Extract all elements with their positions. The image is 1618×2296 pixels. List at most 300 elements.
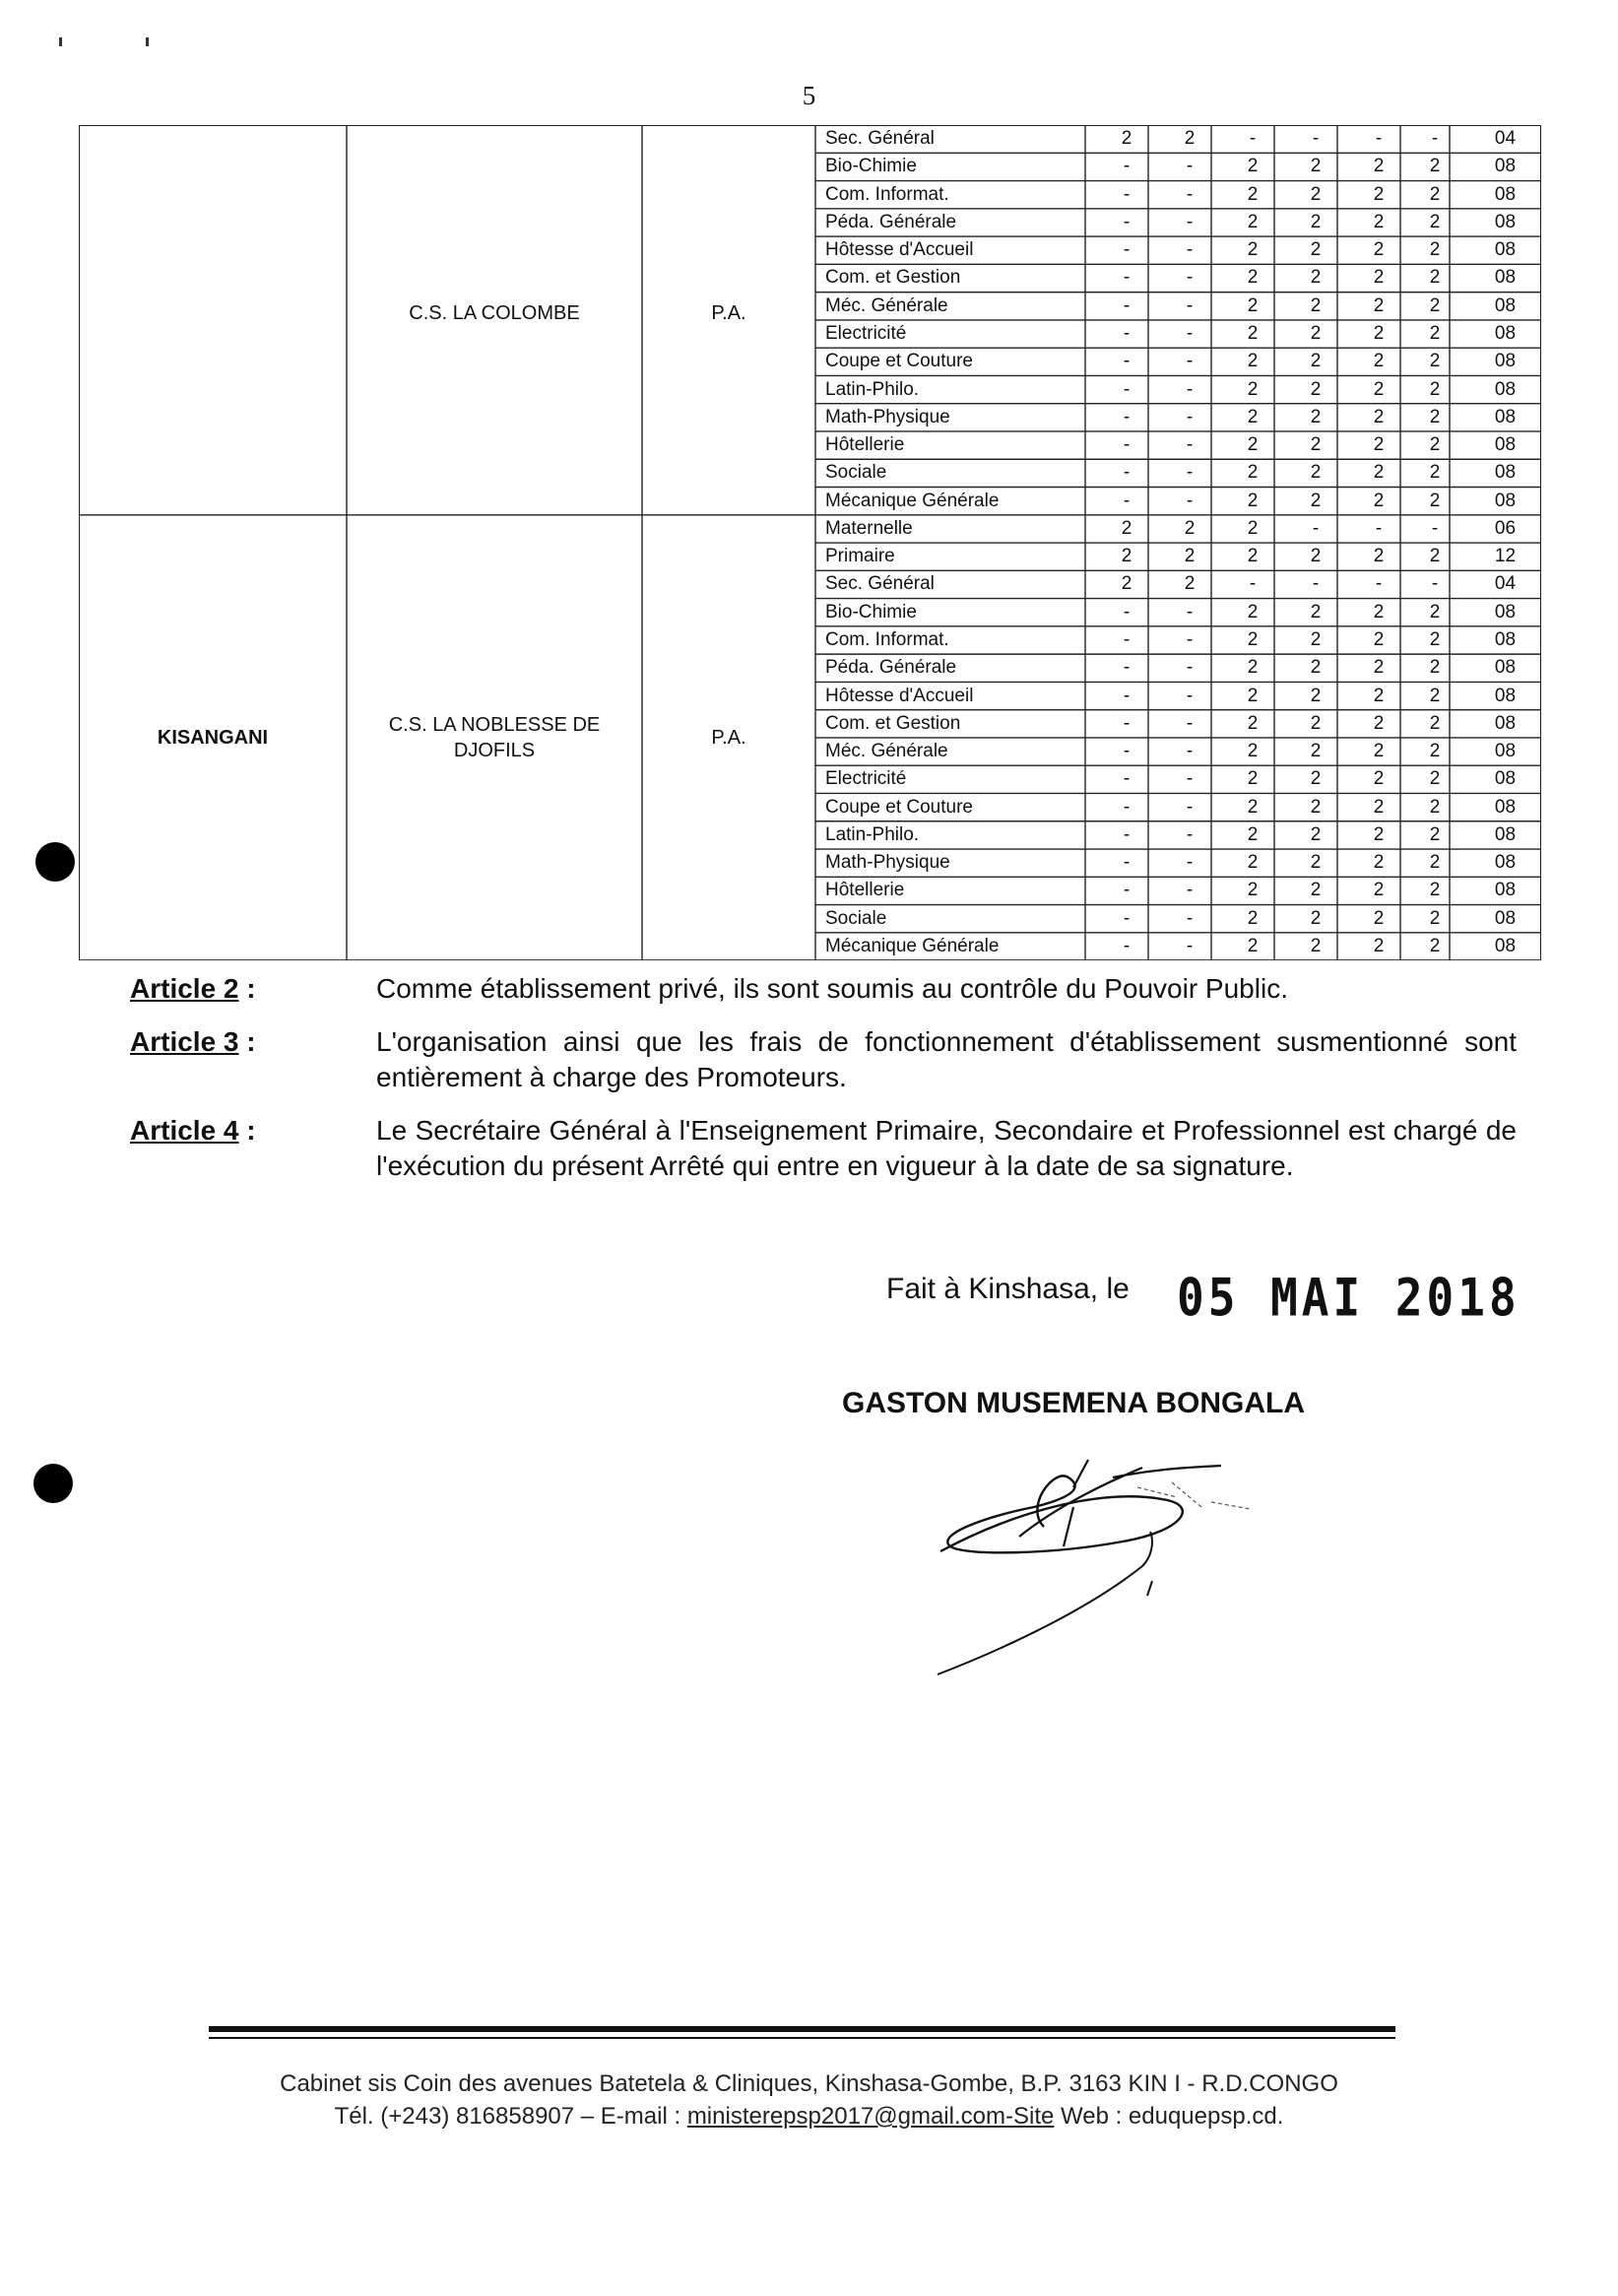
schools-table — [79, 125, 1541, 960]
count-cell: 2 — [1310, 406, 1322, 427]
table-row — [815, 209, 1551, 236]
count-cell: - — [1123, 406, 1131, 427]
footer-rule-thin — [209, 2037, 1395, 2039]
count-cell: 2 — [1310, 768, 1322, 790]
option-cell: Mécanique Générale — [825, 935, 1000, 956]
count-cell: 2 — [1247, 183, 1259, 205]
count-cell: 2 — [1247, 517, 1259, 539]
count-cell: 2 — [1247, 601, 1259, 623]
count-cell: 2 — [1373, 239, 1385, 261]
total-cell: 08 — [1494, 601, 1517, 623]
total-cell: 08 — [1494, 156, 1517, 177]
count-cell: - — [1431, 128, 1439, 150]
total-cell: 08 — [1494, 768, 1517, 790]
table-row — [815, 599, 1551, 626]
total-cell: 08 — [1494, 434, 1517, 456]
handwritten-signature — [926, 1448, 1369, 1694]
count-cell: 2 — [1121, 573, 1133, 595]
count-cell: - — [1123, 351, 1131, 372]
option-cell: Sociale — [825, 462, 887, 484]
count-cell: - — [1186, 295, 1194, 316]
option-cell: Hôtellerie — [825, 880, 905, 901]
total-cell: 08 — [1494, 239, 1517, 261]
count-cell: - — [1186, 183, 1194, 205]
count-cell: 2 — [1310, 880, 1322, 901]
count-cell: 2 — [1429, 628, 1441, 650]
total-cell: 08 — [1494, 490, 1517, 511]
count-cell: 2 — [1429, 378, 1441, 400]
count-cell: - — [1186, 907, 1194, 929]
total-cell: 08 — [1494, 852, 1517, 874]
count-cell: - — [1186, 935, 1194, 956]
total-cell: 08 — [1494, 712, 1517, 734]
count-cell: 2 — [1429, 267, 1441, 289]
option-cell: Com. et Gestion — [825, 712, 961, 734]
place-date-text: Fait à Kinshasa, le — [886, 1273, 1130, 1305]
count-cell: 2 — [1373, 823, 1385, 845]
count-cell: - — [1186, 351, 1194, 372]
count-cell: 2 — [1373, 211, 1385, 232]
count-cell: - — [1123, 741, 1131, 762]
table-row — [815, 877, 1551, 904]
total-cell: 04 — [1494, 128, 1517, 150]
count-cell: - — [1431, 517, 1439, 539]
table-row — [815, 236, 1551, 264]
total-cell: 08 — [1494, 796, 1517, 818]
table-row — [815, 905, 1551, 933]
count-cell: 2 — [1373, 295, 1385, 316]
article-label: Article 2 — [130, 973, 239, 1004]
count-cell: - — [1186, 712, 1194, 734]
count-cell: - — [1186, 852, 1194, 874]
count-cell: - — [1375, 573, 1383, 595]
option-cell: Electricité — [825, 768, 907, 790]
count-cell: 2 — [1429, 601, 1441, 623]
option-cell: Bio-Chimie — [825, 156, 917, 177]
count-cell: 2 — [1310, 239, 1322, 261]
count-cell: 2 — [1310, 183, 1322, 205]
count-cell: 2 — [1247, 434, 1259, 456]
school-name-cell — [347, 125, 642, 501]
count-cell: 2 — [1310, 657, 1322, 679]
count-cell: 2 — [1247, 685, 1259, 706]
option-cell: Primaire — [825, 546, 895, 567]
option-cell: Math-Physique — [825, 852, 950, 874]
count-cell: 2 — [1429, 768, 1441, 790]
table-row — [815, 515, 1551, 543]
school-name-cell — [386, 515, 603, 960]
table-row — [815, 264, 1551, 292]
count-cell: 2 — [1373, 712, 1385, 734]
count-cell: 2 — [1310, 546, 1322, 567]
total-cell: 08 — [1494, 741, 1517, 762]
count-cell: - — [1186, 685, 1194, 706]
count-cell: 2 — [1429, 156, 1441, 177]
count-cell: - — [1186, 628, 1194, 650]
count-cell: 2 — [1429, 490, 1441, 511]
total-cell: 08 — [1494, 183, 1517, 205]
count-cell: - — [1123, 796, 1131, 818]
count-cell: - — [1123, 211, 1131, 232]
count-cell: 2 — [1247, 378, 1259, 400]
count-cell: 2 — [1429, 546, 1441, 567]
count-cell: 2 — [1310, 601, 1322, 623]
table-row — [815, 626, 1551, 654]
footer-address: Cabinet sis Coin des avenues Batetela & Cliniques, Kinshasa-Gombe, B.P. 3163 KIN I - R.D.CONGO — [280, 2070, 1338, 2097]
count-cell: - — [1123, 852, 1131, 874]
count-cell: 2 — [1373, 546, 1385, 567]
count-cell: 2 — [1310, 852, 1322, 874]
count-cell: - — [1123, 935, 1131, 956]
option-cell: Com. et Gestion — [825, 267, 961, 289]
count-cell: 2 — [1310, 351, 1322, 372]
count-cell: - — [1186, 406, 1194, 427]
table-row — [815, 765, 1551, 793]
count-cell: - — [1123, 378, 1131, 400]
count-cell: 2 — [1373, 351, 1385, 372]
count-cell: 2 — [1373, 852, 1385, 874]
count-cell: - — [1123, 823, 1131, 845]
count-cell: - — [1123, 323, 1131, 344]
count-cell: - — [1186, 823, 1194, 845]
total-cell: 12 — [1494, 546, 1517, 567]
table-row — [815, 543, 1551, 570]
count-cell: - — [1123, 267, 1131, 289]
count-cell: 2 — [1429, 685, 1441, 706]
count-cell: 2 — [1310, 323, 1322, 344]
count-cell: 2 — [1310, 156, 1322, 177]
scan-mark — [59, 37, 62, 46]
total-cell: 08 — [1494, 685, 1517, 706]
total-cell: 08 — [1494, 295, 1517, 316]
count-cell: - — [1123, 434, 1131, 456]
table-row — [815, 431, 1551, 459]
count-cell: 2 — [1247, 406, 1259, 427]
date-stamp: 05 MAI 2018 — [1177, 1266, 1521, 1329]
table-row — [815, 710, 1551, 738]
count-cell: 2 — [1247, 267, 1259, 289]
article-label: Article 4 — [130, 1115, 239, 1146]
count-cell: - — [1186, 490, 1194, 511]
option-cell: Mécanique Générale — [825, 490, 1000, 511]
total-cell: 06 — [1494, 517, 1517, 539]
footer-email: ministerepsp2017@gmail.com-Site — [686, 2103, 1055, 2130]
page-number: 5 — [802, 81, 816, 110]
count-cell: - — [1186, 156, 1194, 177]
option-cell: Sec. Général — [825, 128, 935, 150]
count-cell: - — [1123, 601, 1131, 623]
count-cell: 2 — [1247, 295, 1259, 316]
footer-rule — [209, 2026, 1395, 2032]
count-cell: - — [1123, 462, 1131, 484]
table-row — [815, 933, 1551, 960]
count-cell: 2 — [1373, 601, 1385, 623]
regime-cell — [642, 125, 815, 501]
count-cell: 2 — [1373, 490, 1385, 511]
count-cell: 2 — [1373, 183, 1385, 205]
table-row — [815, 738, 1551, 765]
count-cell: 2 — [1247, 907, 1259, 929]
option-cell: Méc. Générale — [825, 295, 948, 316]
total-cell: 08 — [1494, 351, 1517, 372]
scan-mark — [146, 37, 149, 46]
table-row — [815, 153, 1551, 180]
count-cell: 2 — [1310, 741, 1322, 762]
count-cell: 2 — [1310, 490, 1322, 511]
table-row — [815, 125, 1551, 153]
table-row — [815, 320, 1551, 348]
count-cell: - — [1123, 295, 1131, 316]
option-cell: Com. Informat. — [825, 628, 949, 650]
total-cell: 08 — [1494, 907, 1517, 929]
count-cell: 2 — [1184, 517, 1196, 539]
count-cell: 2 — [1310, 462, 1322, 484]
count-cell: - — [1123, 490, 1131, 511]
count-cell: 2 — [1247, 462, 1259, 484]
count-cell: 2 — [1310, 378, 1322, 400]
count-cell: - — [1123, 768, 1131, 790]
option-cell: Math-Physique — [825, 406, 950, 427]
total-cell: 08 — [1494, 378, 1517, 400]
count-cell: 2 — [1121, 128, 1133, 150]
count-cell: 2 — [1310, 685, 1322, 706]
count-cell: 2 — [1310, 935, 1322, 956]
count-cell: 2 — [1310, 434, 1322, 456]
count-cell: - — [1312, 128, 1320, 150]
count-cell: 2 — [1373, 768, 1385, 790]
total-cell: 08 — [1494, 267, 1517, 289]
option-cell: Sociale — [825, 907, 887, 929]
count-cell: 2 — [1310, 823, 1322, 845]
option-cell: Hôtesse d'Accueil — [825, 685, 974, 706]
option-cell: Péda. Générale — [825, 211, 957, 232]
count-cell: - — [1186, 768, 1194, 790]
count-cell: 2 — [1247, 351, 1259, 372]
count-cell: 2 — [1373, 796, 1385, 818]
footer-contact: Tél. (+243) 816858907 – E-mail : ministerepsp2017@gmail.com-Site Web : eduquepsp.cd. — [334, 2103, 1284, 2130]
punch-hole — [33, 1464, 73, 1503]
count-cell: - — [1186, 657, 1194, 679]
total-cell: 08 — [1494, 406, 1517, 427]
option-cell: Latin-Philo. — [825, 823, 920, 845]
option-cell: Com. Informat. — [825, 183, 949, 205]
count-cell: 2 — [1429, 712, 1441, 734]
table-row — [815, 682, 1551, 709]
school-name: C.S. LA NOBLESSE DE DJOFILS — [388, 714, 601, 761]
count-cell: 2 — [1247, 741, 1259, 762]
count-cell: 2 — [1429, 852, 1441, 874]
count-cell: 2 — [1310, 267, 1322, 289]
count-cell: 2 — [1184, 128, 1196, 150]
count-cell: 2 — [1429, 880, 1441, 901]
count-cell: 2 — [1247, 880, 1259, 901]
option-cell: Péda. Générale — [825, 657, 957, 679]
count-cell: - — [1249, 573, 1257, 595]
total-cell: 04 — [1494, 573, 1517, 595]
count-cell: 2 — [1429, 351, 1441, 372]
count-cell: - — [1431, 573, 1439, 595]
count-cell: 2 — [1247, 852, 1259, 874]
region-name: KISANGANI — [157, 727, 269, 749]
count-cell: - — [1186, 880, 1194, 901]
count-cell: 2 — [1373, 935, 1385, 956]
count-cell: 2 — [1184, 573, 1196, 595]
count-cell: 2 — [1247, 935, 1259, 956]
count-cell: 2 — [1429, 935, 1441, 956]
signer-name: GASTON MUSEMENA BONGALA — [842, 1387, 1306, 1419]
count-cell: 2 — [1429, 741, 1441, 762]
table-row — [815, 375, 1551, 403]
count-cell: - — [1123, 239, 1131, 261]
count-cell: - — [1123, 628, 1131, 650]
table-row — [815, 849, 1551, 877]
count-cell: 2 — [1247, 546, 1259, 567]
total-cell: 08 — [1494, 211, 1517, 232]
count-cell: 2 — [1247, 768, 1259, 790]
region-cell — [79, 515, 347, 960]
count-cell: 2 — [1310, 907, 1322, 929]
count-cell: - — [1312, 517, 1320, 539]
count-cell: 2 — [1247, 657, 1259, 679]
table-row — [815, 821, 1551, 849]
total-cell: 08 — [1494, 823, 1517, 845]
count-cell: 2 — [1429, 823, 1441, 845]
article-label: Article 3 — [130, 1026, 239, 1057]
count-cell: 2 — [1373, 880, 1385, 901]
count-cell: 2 — [1121, 517, 1133, 539]
count-cell: 2 — [1310, 211, 1322, 232]
count-cell: 2 — [1373, 741, 1385, 762]
count-cell: 2 — [1429, 462, 1441, 484]
option-cell: Hôtesse d'Accueil — [825, 239, 974, 261]
count-cell: 2 — [1184, 546, 1196, 567]
count-cell: 2 — [1247, 823, 1259, 845]
option-cell: Electricité — [825, 323, 907, 344]
count-cell: 2 — [1429, 295, 1441, 316]
regime: P.A. — [711, 727, 746, 749]
article-text: L'organisation ainsi que les frais de fonctionnement d'établissement susmentionné sont entièrement à charge des Promoteurs. — [376, 1026, 1517, 1092]
count-cell: 2 — [1247, 156, 1259, 177]
count-cell: 2 — [1247, 796, 1259, 818]
count-cell: - — [1312, 573, 1320, 595]
count-cell: 2 — [1373, 434, 1385, 456]
count-cell: 2 — [1429, 434, 1441, 456]
count-cell: - — [1123, 657, 1131, 679]
option-cell: Coupe et Couture — [825, 351, 973, 372]
count-cell: 2 — [1429, 323, 1441, 344]
table-row — [815, 570, 1551, 598]
table-row — [815, 348, 1551, 375]
count-cell: 2 — [1247, 712, 1259, 734]
school-name: C.S. LA COLOMBE — [409, 302, 580, 324]
article-text: Le Secrétaire Général à l'Enseignement Primaire, Secondaire et Professionnel est chargé de l'exécution du présent Arrêté qui entre en vigueur à la date de sa signature. — [376, 1115, 1517, 1181]
count-cell: 2 — [1373, 657, 1385, 679]
count-cell: - — [1186, 239, 1194, 261]
table-row — [815, 459, 1551, 487]
count-cell: - — [1186, 434, 1194, 456]
count-cell: - — [1123, 880, 1131, 901]
option-cell: Coupe et Couture — [825, 796, 973, 818]
option-cell: Maternelle — [825, 517, 913, 539]
count-cell: 2 — [1247, 490, 1259, 511]
table-row — [815, 404, 1551, 431]
count-cell: 2 — [1429, 796, 1441, 818]
count-cell: - — [1249, 128, 1257, 150]
count-cell: 2 — [1310, 712, 1322, 734]
count-cell: 2 — [1373, 462, 1385, 484]
count-cell: - — [1186, 796, 1194, 818]
regime-cell — [642, 515, 815, 960]
count-cell: 2 — [1247, 323, 1259, 344]
table-row — [815, 793, 1551, 820]
count-cell: - — [1186, 462, 1194, 484]
count-cell: 2 — [1429, 907, 1441, 929]
count-cell: 2 — [1247, 211, 1259, 232]
count-cell: 2 — [1121, 546, 1133, 567]
count-cell: - — [1375, 517, 1383, 539]
count-cell: - — [1123, 156, 1131, 177]
count-cell: 2 — [1429, 239, 1441, 261]
count-cell: 2 — [1373, 156, 1385, 177]
total-cell: 08 — [1494, 462, 1517, 484]
count-cell: - — [1186, 741, 1194, 762]
table-row — [815, 488, 1551, 515]
regime: P.A. — [711, 302, 746, 324]
count-cell: - — [1186, 378, 1194, 400]
punch-hole — [35, 842, 75, 882]
count-cell: - — [1375, 128, 1383, 150]
total-cell: 08 — [1494, 628, 1517, 650]
count-cell: 2 — [1429, 211, 1441, 232]
count-cell: - — [1123, 685, 1131, 706]
option-cell: Hôtellerie — [825, 434, 905, 456]
count-cell: - — [1123, 712, 1131, 734]
count-cell: 2 — [1310, 295, 1322, 316]
table-row — [815, 293, 1551, 320]
count-cell: 2 — [1429, 183, 1441, 205]
count-cell: 2 — [1429, 406, 1441, 427]
article-text: Comme établissement privé, ils sont soumis au contrôle du Pouvoir Public. — [376, 973, 1288, 1004]
count-cell: - — [1123, 183, 1131, 205]
table-row — [815, 654, 1551, 682]
count-cell: 2 — [1373, 378, 1385, 400]
total-cell: 08 — [1494, 880, 1517, 901]
count-cell: - — [1123, 907, 1131, 929]
count-cell: 2 — [1247, 628, 1259, 650]
count-cell: - — [1186, 601, 1194, 623]
count-cell: 2 — [1247, 239, 1259, 261]
count-cell: - — [1186, 211, 1194, 232]
count-cell: 2 — [1373, 685, 1385, 706]
count-cell: - — [1186, 323, 1194, 344]
table-row — [815, 181, 1551, 209]
total-cell: 08 — [1494, 657, 1517, 679]
option-cell: Sec. Général — [825, 573, 935, 595]
count-cell: 2 — [1373, 323, 1385, 344]
option-cell: Latin-Philo. — [825, 378, 920, 400]
count-cell: - — [1186, 267, 1194, 289]
option-cell: Bio-Chimie — [825, 601, 917, 623]
count-cell: 2 — [1310, 796, 1322, 818]
count-cell: 2 — [1373, 267, 1385, 289]
count-cell: 2 — [1373, 406, 1385, 427]
total-cell: 08 — [1494, 323, 1517, 344]
count-cell: 2 — [1373, 628, 1385, 650]
count-cell: 2 — [1310, 628, 1322, 650]
option-cell: Méc. Générale — [825, 741, 948, 762]
total-cell: 08 — [1494, 935, 1517, 956]
count-cell: 2 — [1429, 657, 1441, 679]
